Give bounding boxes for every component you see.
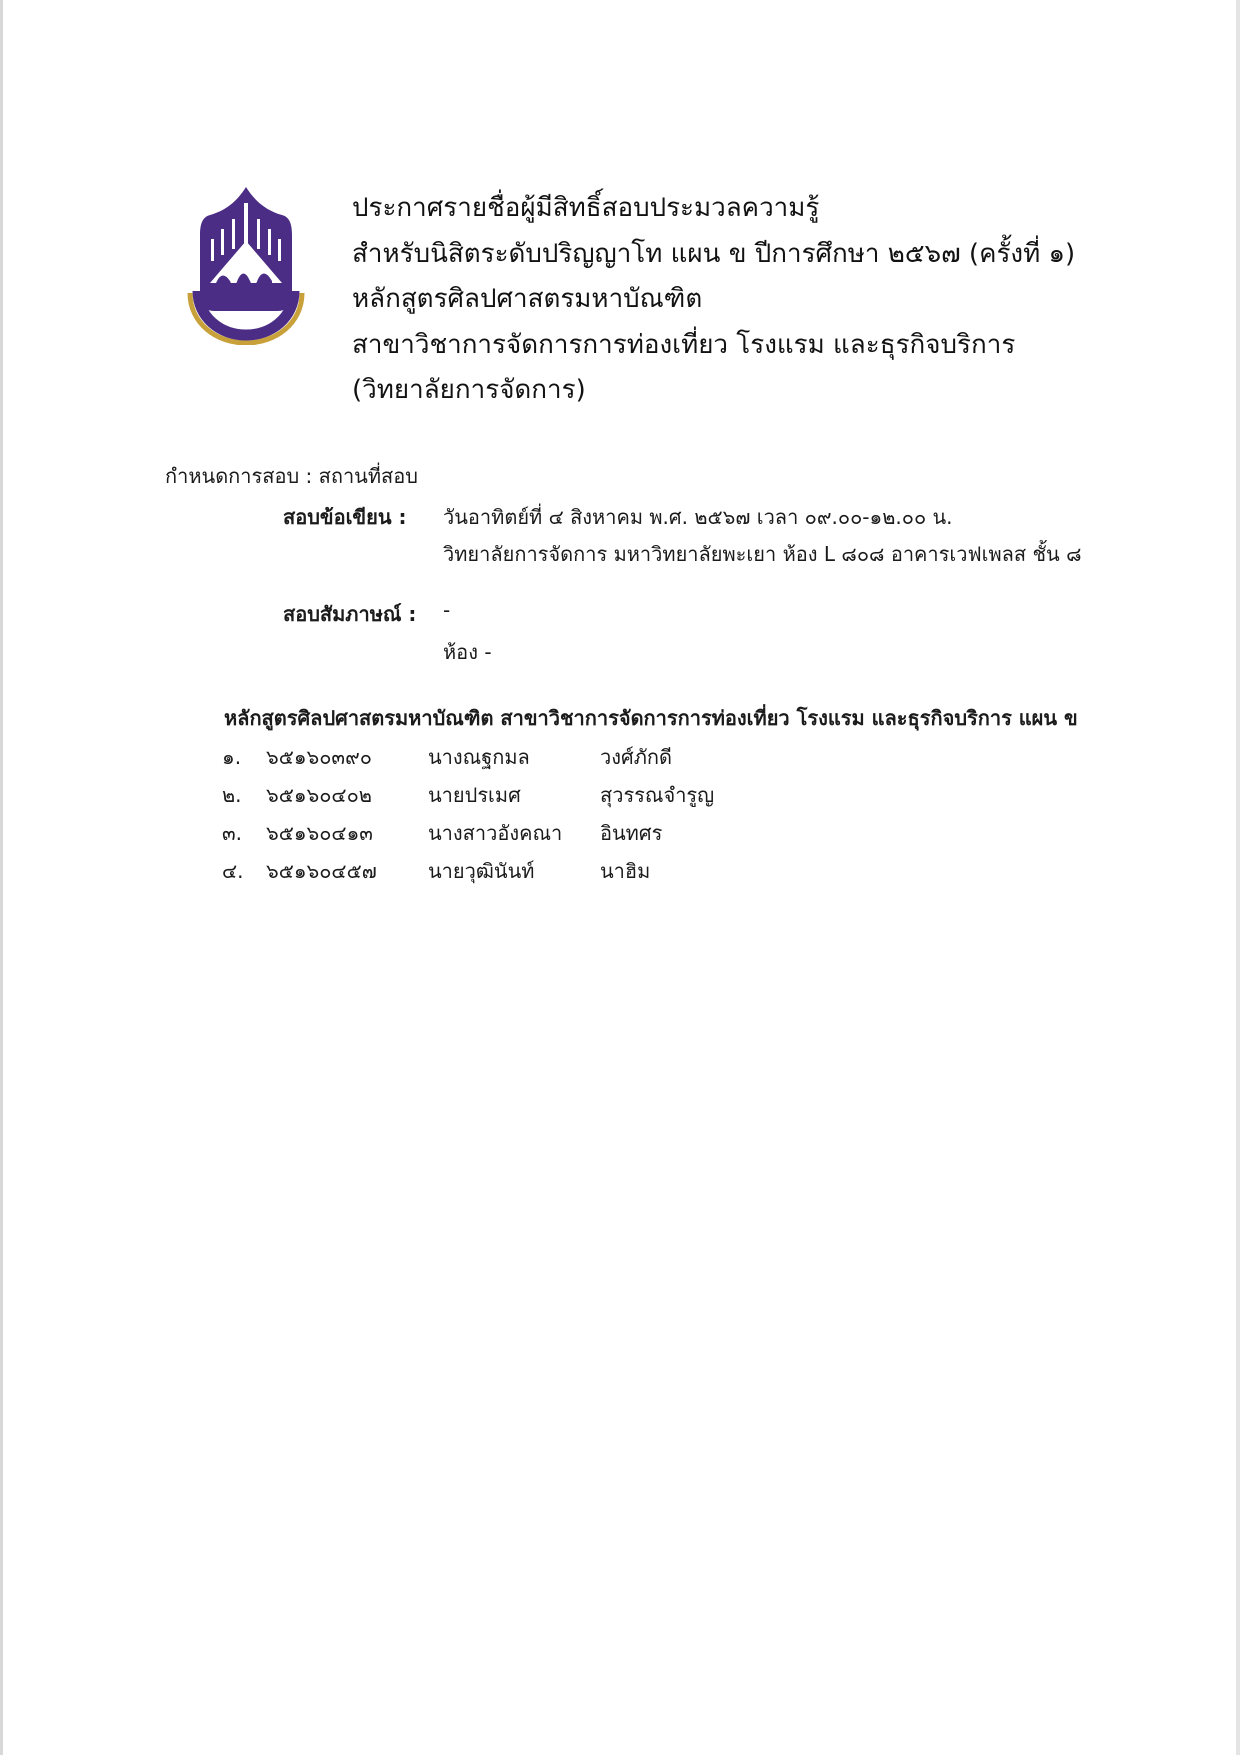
announcement-header	[352, 186, 1212, 414]
list-item	[222, 855, 1122, 893]
scan-left-edge	[0, 0, 3, 1755]
candidate-number: ๔.	[222, 859, 244, 883]
scan-right-edge	[1236, 0, 1240, 1755]
interview-room: ห้อง -	[443, 640, 492, 664]
candidate-last-name: นาฮิม	[600, 859, 651, 883]
header-subtitle: สำหรับนิสิตระดับปริญญาโท แผน ข ปีการศึกษา ๒๕๖๗ (ครั้งที่ ๑)	[352, 238, 1076, 269]
list-item	[222, 741, 1122, 779]
candidate-last-name: อินทศร	[600, 821, 663, 845]
candidate-first-name: นางณฐกมล	[428, 745, 530, 769]
interview-label: สอบสัมภาษณ์ :	[283, 602, 417, 626]
candidate-id: ๖๕๑๖๐๔๑๓	[266, 821, 373, 845]
header-college: (วิทยาลัยการจัดการ)	[352, 375, 586, 405]
header-title: ประกาศรายชื่อผู้มีสิทธิ์สอบประมวลความรู้	[352, 193, 820, 223]
candidate-list	[222, 741, 1122, 893]
schedule-label: กำหนดการสอบ : สถานที่สอบ	[165, 464, 418, 488]
university-seal-icon	[186, 185, 306, 345]
program-title: หลักสูตรศิลปศาสตรมหาบัณฑิต สาขาวิชาการจัดการการท่องเที่ยว โรงแรม และธุรกิจบริการ แผน ข	[224, 706, 1078, 730]
candidate-number: ๑.	[222, 745, 242, 769]
candidate-last-name: สุวรรณจำรูญ	[600, 783, 715, 807]
list-item	[222, 817, 1122, 855]
candidate-id: ๖๕๑๖๐๓๙๐	[266, 745, 372, 769]
list-item	[222, 779, 1122, 817]
candidate-first-name: นายวุฒินันท์	[428, 859, 535, 883]
header-program: หลักสูตรศิลปศาสตรมหาบัณฑิต	[352, 284, 703, 314]
candidate-first-name: นางสาวอังคณา	[428, 821, 563, 845]
written-exam-label: สอบข้อเขียน :	[283, 505, 407, 529]
candidate-number: ๓.	[222, 821, 243, 845]
header-major: สาขาวิชาการจัดการการท่องเที่ยว โรงแรม และธุรกิจบริการ	[352, 329, 1016, 360]
candidate-number: ๒.	[222, 783, 242, 807]
written-exam-date: วันอาทิตย์ที่ ๔ สิงหาคม พ.ศ. ๒๕๖๗ เวลา ๐๙.๐๐-๑๒.๐๐ น.	[443, 505, 953, 529]
candidate-id: ๖๕๑๖๐๔๐๒	[266, 783, 372, 807]
candidate-last-name: วงศ์ภักดี	[600, 745, 672, 769]
written-exam-place: วิทยาลัยการจัดการ มหาวิทยาลัยพะเยา ห้อง L ๘๐๘ อาคารเวฟเพลส ชั้น ๘	[443, 542, 1082, 566]
candidate-id: ๖๕๑๖๐๔๕๗	[266, 859, 377, 883]
candidate-first-name: นายปรเมศ	[428, 783, 521, 807]
interview-value: -	[443, 598, 451, 622]
